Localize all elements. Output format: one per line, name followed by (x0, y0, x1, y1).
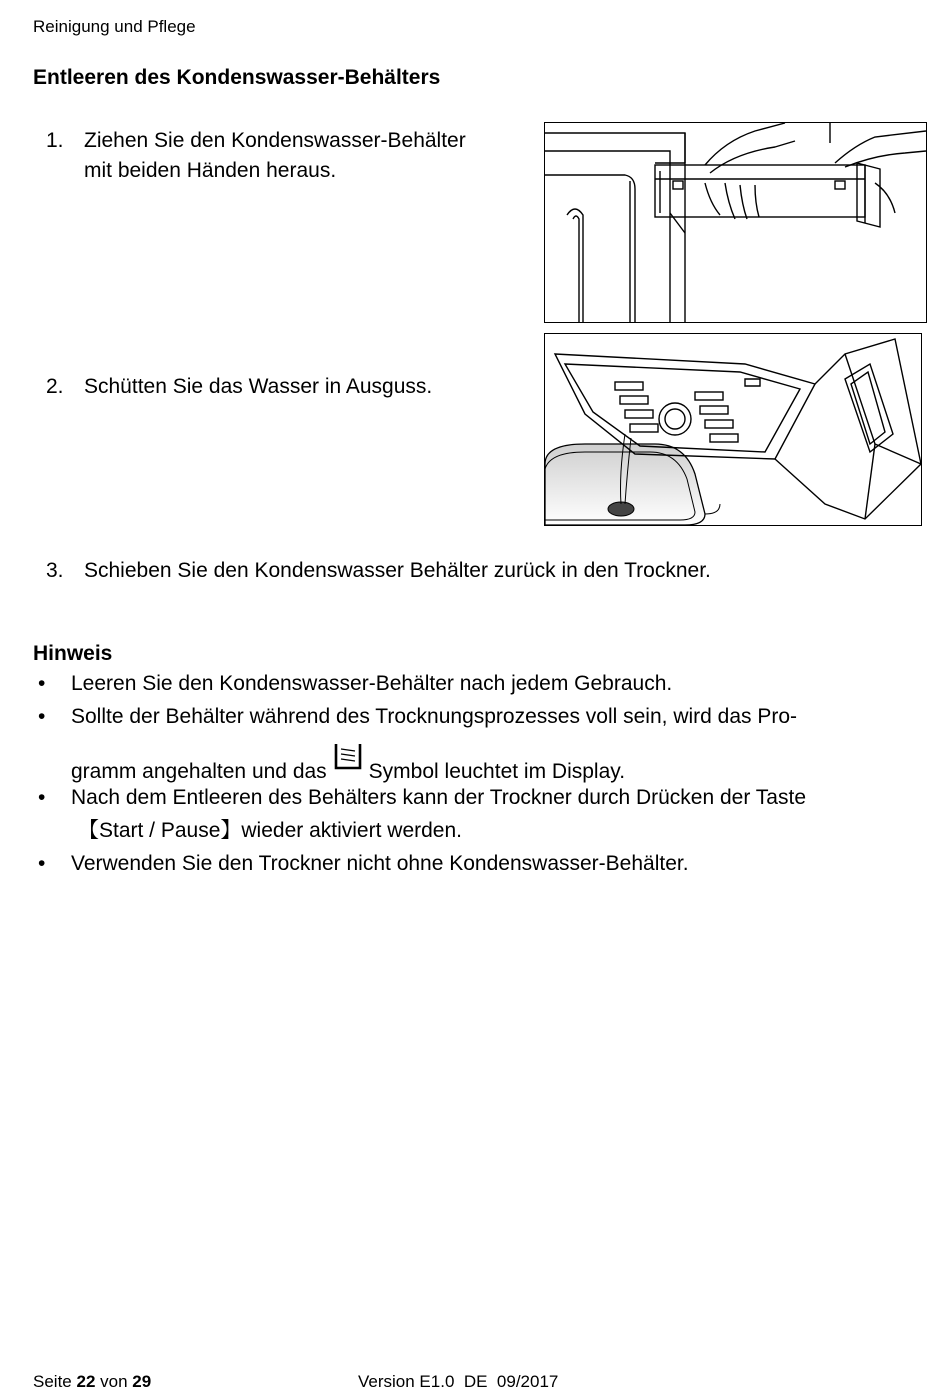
section-title: Entleeren des Kondenswasser-Behälters (33, 66, 441, 89)
step-text: Ziehen Sie den Kondenswasser-Behälter mit beiden Händen heraus. (84, 129, 466, 182)
step-text: Schieben Sie den Kondenswasser Behälter zurück in den Trockner. (84, 559, 711, 582)
note-text: Sollte der Behälter während des Trocknungsprozesses voll sein, wird das Pro- (71, 705, 798, 728)
bullet-icon: • (38, 852, 46, 875)
note-text: 【Start / Pause】wieder aktiviert werden. (78, 819, 462, 842)
bullet-icon: • (38, 786, 46, 809)
step-number: 2. (46, 375, 64, 398)
step-text: Schütten Sie das Wasser in Ausguss. (84, 375, 433, 398)
note-heading: Hinweis (33, 642, 113, 665)
tank-pouring-drawing (545, 334, 921, 525)
page-number: Seite 22 von 29 (33, 1372, 152, 1391)
version-info: Version E1.0 DE 09/2017 (358, 1372, 559, 1391)
note-text: Nach dem Entleeren des Behälters kann der Trockner durch Drücken der Taste (71, 786, 806, 809)
dryer-drawer-drawing (545, 123, 926, 322)
tank-full-icon (333, 742, 365, 772)
step-3 (46, 556, 926, 588)
illustration-pour-water (544, 333, 922, 526)
note-text: Verwenden Sie den Trockner nicht ohne Kondenswasser-Behälter. (71, 852, 689, 875)
step-1 (46, 126, 516, 188)
note-text: Leeren Sie den Kondenswasser-Behälter nach jedem Gebrauch. (71, 672, 673, 695)
note-text: gramm angehalten und das Symbol leuchtet im Display. (71, 750, 625, 788)
step-number: 1. (46, 129, 64, 152)
bullet-icon: • (38, 672, 46, 695)
step-number: 3. (46, 559, 64, 582)
running-header: Reinigung und Pflege (33, 17, 196, 36)
bullet-icon: • (38, 705, 46, 728)
illustration-pull-out-tank (544, 122, 927, 323)
step-2 (46, 372, 516, 404)
